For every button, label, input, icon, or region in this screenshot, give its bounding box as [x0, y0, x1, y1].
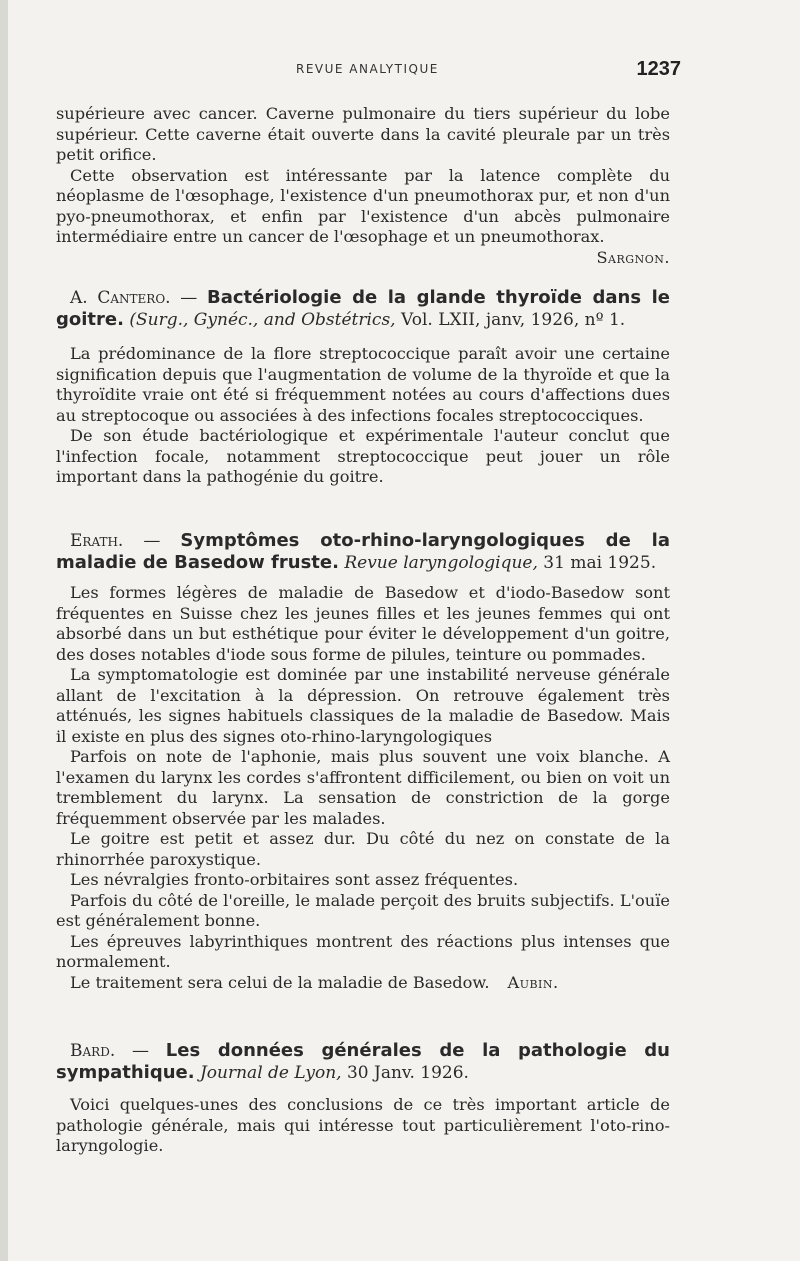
article-title: Les données générales de la pathologie du sympathique.	[56, 1040, 670, 1083]
dash: —	[123, 531, 181, 551]
paragraph: Le goitre est petit et assez dur. Du côté du nez on constate de la rhinorrhée paroxystique.	[56, 829, 670, 869]
article-body	[56, 344, 670, 488]
author: A. Cantero.	[70, 288, 171, 308]
paragraph: Parfois on note de l'aphonie, mais plus souvent une voix blanche. A l'examen du larynx les cordes s'affrontent difficilement, ou bien on voit un tremblement du larynx. La sensation de constriction de la gorge fréquemment observée par les malades.	[56, 747, 670, 828]
page-number: 1237	[636, 58, 681, 80]
paragraph: De son étude bactériologique et expérimentale l'auteur conclut que l'infection focale, notamment streptococcique peut jouer un rôle important dans la pathogénie du goitre.	[56, 426, 670, 486]
paragraph: Le traitement sera celui de la maladie de Basedow.	[70, 972, 490, 992]
paragraph: La prédominance de la flore streptococcique paraît avoir une certaine signification depuis que l'augmentation de volume de la thyroïde et que la thyroïdite vraie ont été si fréquemment notées au cours d'affections dues au streptocoque ou associées à des infections focales streptococciques.	[56, 344, 670, 425]
journal: Revue laryngologique,	[344, 553, 538, 573]
paragraph: Voici quelques-unes des conclusions de ce très important article de pathologie générale, mais qui intéresse tout particulièrement l'oto-rino-laryngologie.	[56, 1095, 670, 1155]
article-heading	[56, 287, 670, 331]
article-heading	[56, 530, 670, 574]
journal: (Surg., Gynéc., and Obstétrics,	[129, 310, 396, 330]
paragraph: La symptomatologie est dominée par une instabilité nerveuse générale allant de l'excitation à la dépression. On retrouve également très atténués, les signes habituels classiques de la maladie de Basedow. Mais il existe en plus des signes oto-rhino-laryngologiques	[56, 665, 670, 746]
reference: Vol. LXII, janv, 1926, nº 1.	[395, 310, 626, 330]
page-header	[56, 58, 681, 86]
article-title: Bactériologie de la glande thyroïde dans le goitre.	[56, 287, 670, 330]
journal: Journal de Lyon,	[199, 1063, 342, 1083]
author: Bard.	[70, 1041, 116, 1061]
article-heading	[56, 1040, 670, 1084]
paragraph: Les formes légères de maladie de Basedow et d'iodo-Basedow sont fréquentes en Suisse chez les jeunes filles et les jeunes femmes qui ont absorbé dans un but esthétique pour éviter le développement d'un goitre, des doses notables d'iode sous forme de pilules, teinture ou pommades.	[56, 583, 670, 664]
article-body	[56, 583, 670, 993]
article-body	[56, 1095, 670, 1157]
signature: Aubin.	[507, 972, 559, 992]
author: Erath.	[70, 531, 124, 551]
dash: —	[170, 288, 207, 308]
paragraph: Les névralgies fronto-orbitaires sont assez fréquentes.	[70, 870, 519, 889]
document-page	[8, 0, 800, 1261]
paragraph: Les épreuves labyrinthiques montrent des réactions plus intenses que normalement.	[56, 931, 670, 971]
intro-text	[56, 104, 670, 268]
paragraph: Parfois du côté de l'oreille, le malade perçoit des bruits subjectifs. L'ouïe est généralement bonne.	[56, 890, 670, 930]
dash: —	[115, 1041, 166, 1061]
paragraph: supérieure avec cancer. Caverne pulmonaire du tiers supérieur du lobe supérieur. Cette caverne était ouverte dans la cavité pleurale par un très petit orifice.	[56, 104, 670, 164]
running-title: REVUE ANALYTIQUE	[296, 62, 439, 76]
article-title: Symptômes oto-rhino-laryngologiques de la maladie de Basedow fruste.	[56, 530, 670, 573]
paragraph: Cette observation est intéressante par la latence complète du néoplasme de l'œsophage, l'existence d'un pneumothorax pur, et non d'un pyo-pneumothorax, et enfin par l'existence d'un abcès pulmonaire intermédiaire entre un cancer de l'œsophage et un pneumothorax.	[56, 165, 670, 246]
signature: Sargnon.	[596, 247, 670, 267]
reference: 31 mai 1925.	[537, 553, 657, 573]
reference: 30 Janv. 1926.	[341, 1063, 469, 1083]
